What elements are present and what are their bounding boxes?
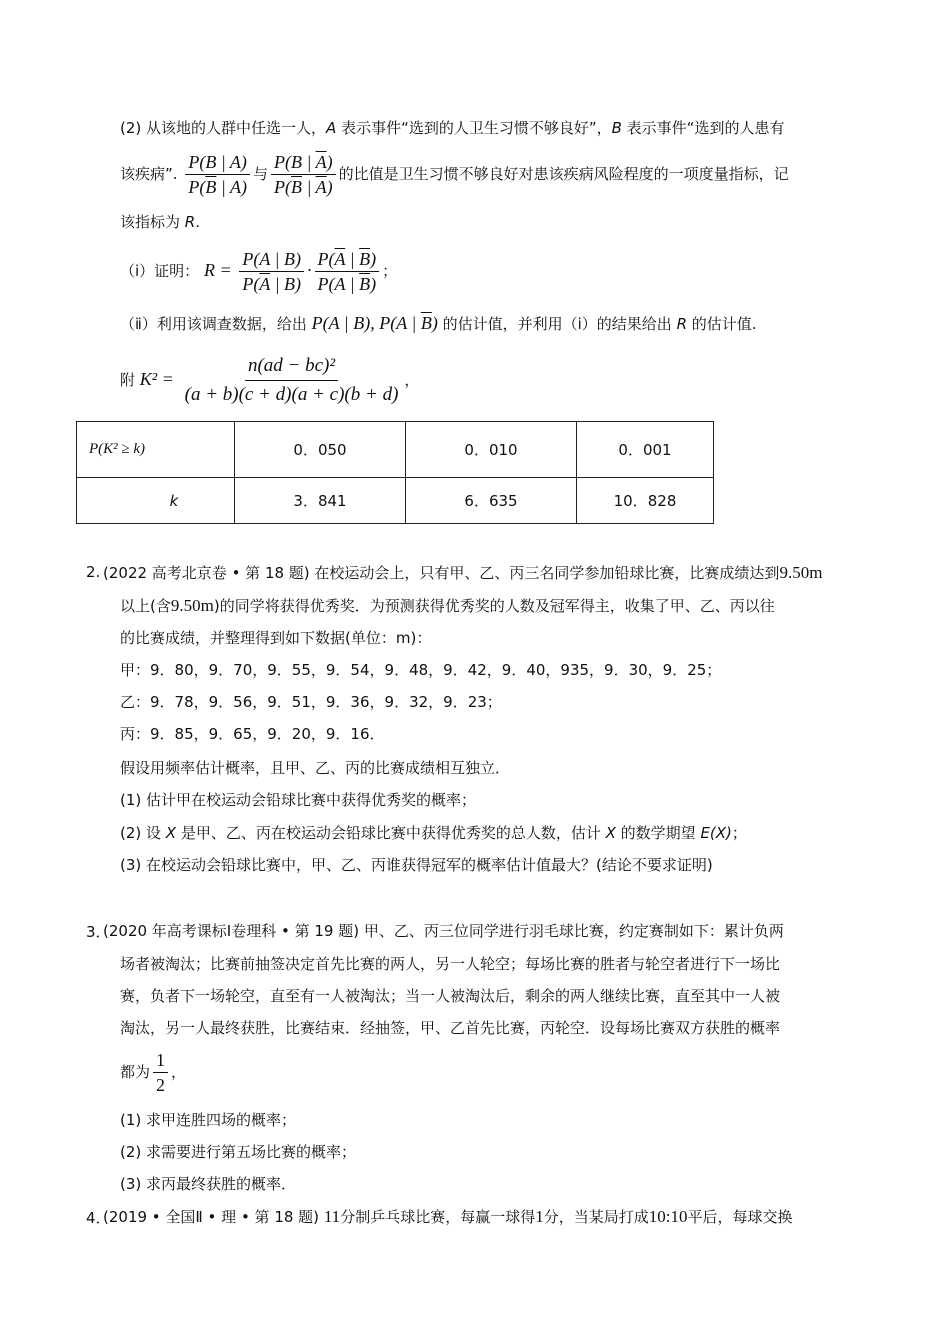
event-b: B bbox=[611, 119, 622, 137]
q2-line3: 的比赛成绩，并整理得到如下数据(单位：m)： bbox=[120, 629, 432, 647]
question-number: 3． bbox=[86, 923, 111, 941]
q1-part-ii: （ⅱ）利用该调查数据，给出 P(A | B), P(A | $\overline{B}$) 的估计值，并利用（ⅰ）的结果给出 R 的估计值. bbox=[120, 313, 757, 333]
q2-part3: (3) 在校运动会铅球比赛中，甲、乙、丙谁获得冠军的概率估计值最大？(结论不要求证明) bbox=[120, 856, 713, 874]
q3-line5: 都为 $\frac{1}{2}$ ， bbox=[120, 1050, 187, 1095]
q3-part1: (1) 求甲连胜四场的概率； bbox=[120, 1111, 297, 1129]
table-cell: 0．001 bbox=[577, 422, 714, 478]
proof-fraction-1: $\frac{P(A | B)}{P(\overline{A} | B)}$ bbox=[239, 248, 304, 295]
table-cell: 6．635 bbox=[406, 478, 577, 524]
table-cell: 3．841 bbox=[235, 478, 406, 524]
q2-line1: (2022 高考北京卷 • 第 18 题) 在校运动会上，只有甲、乙、丙三名同学参加铅球比赛，比赛成绩达到9.50m bbox=[103, 563, 823, 582]
q1-part2-line2: 该疾病”. $\frac{P(B | A)}{P(\overline{B} | A)}$ 与 $\frac{P(B | \overline{A})}{P(\overline{B} | \overline{A})}$ 的比值是卫生习惯不够良好对患该疾病风险程度的一项度量指标，记 bbox=[120, 152, 789, 197]
k-critical-table bbox=[76, 421, 714, 524]
q2-assumption: 假设用频率估计概率，且甲、乙、丙的比赛成绩相互独立． bbox=[120, 759, 511, 777]
table-cell: 10．828 bbox=[577, 478, 714, 524]
question-number: 2. bbox=[86, 563, 101, 581]
q3-line1: (2020 年高考课标Ⅰ卷理科 • 第 19 题) 甲、乙、丙三位同学进行羽毛球比赛，约定赛制如下：累计负两 bbox=[103, 922, 784, 940]
q1-part-i: （ⅰ）证明： R = $\frac{P(A | B)}{P(\overline{A} | B)}$ · $\frac{P(\overline{A} | \overline{B})}{P(A | \overline{B})}$ ； bbox=[120, 249, 398, 294]
table-row bbox=[77, 478, 714, 524]
appendix-formula: 附 K² = $\frac{\text{n(ad − bc)²}}{(a + b)(c + d)(a + c)(b + d)}$ ， bbox=[120, 350, 419, 409]
k-squared-fraction: $\frac{\text{n(ad − bc)²}}{(a + b)(c + d)(a + c)(b + d)}$ bbox=[184, 355, 399, 405]
proof-fraction-2: $\frac{P(\overline{A} | \overline{B})}{P(A | \overline{B})}$ bbox=[315, 248, 380, 295]
half-fraction: $\frac{1}{2}$ bbox=[153, 1049, 168, 1096]
q1-part2-line3: 该指标为 R. bbox=[120, 213, 200, 231]
q3-part2: (2) 求需要进行第五场比赛的概率； bbox=[120, 1143, 357, 1161]
q2-line2: 以上(含9.50m)的同学将获得优秀奖．为预测获得优秀奖的人数及冠军得主，收集了甲、乙、丙以往 bbox=[120, 596, 775, 615]
q3-part3: (3) 求丙最终获胜的概率． bbox=[120, 1175, 297, 1193]
q2-data-yi: 乙：9．78，9．56，9．51，9．36，9．32，9．23； bbox=[120, 693, 502, 711]
event-a: A bbox=[326, 119, 337, 137]
q3-line2: 场者被淘汰；比赛前抽签决定首先比赛的两人，另一人轮空；每场比赛的胜者与轮空者进行下一场比 bbox=[120, 955, 781, 973]
table-header-cell: k bbox=[77, 478, 235, 524]
table-cell: 0．050 bbox=[235, 422, 406, 478]
ratio-fraction-2: $\frac{P(B | \overline{A})}{P(\overline{B} | \overline{A})}$ bbox=[271, 151, 336, 198]
table-header-cell: P(K² ≥ k) bbox=[77, 422, 235, 478]
q2-data-jia: 甲：9．80，9．70，9．55，9．54，9．48，9．42，9．40，935，9．30，9．25； bbox=[120, 661, 722, 679]
q2-part1: (1) 估计甲在校运动会铅球比赛中获得优秀奖的概率； bbox=[120, 791, 477, 809]
question-number: 4． bbox=[86, 1209, 111, 1227]
table-row bbox=[77, 422, 714, 478]
ratio-fraction-1: $\frac{P(B | A)}{P(\overline{B} | A)}$ bbox=[185, 151, 250, 198]
q3-line4: 淘汰，另一人最终获胜，比赛结束．经抽签，甲、乙首先比赛，丙轮空．设每场比赛双方获胜的概率 bbox=[120, 1019, 781, 1037]
q3-line3: 赛，负者下一场轮空，直至有一人被淘汰；当一人被淘汰后，剩余的两人继续比赛，直至其中一人被 bbox=[120, 987, 781, 1005]
q1-part2-line1: (2) 从该地的人群中任选一人，A 表示事件“选到的人卫生习惯不够良好”，B 表示事件“选到的人患有 bbox=[120, 119, 785, 137]
q2-data-bing: 丙：9．85，9．65，9．20，9．16． bbox=[120, 725, 385, 743]
q2-part2: (2) 设 X 是甲、乙、丙在校运动会铅球比赛中获得优秀奖的总人数，估计 X 的数学期望 E(X)； bbox=[120, 824, 747, 842]
table-cell: 0．010 bbox=[406, 422, 577, 478]
q4-line1: (2019 • 全国Ⅱ • 理 • 第 18 题) 11分制乒乓球比赛，每赢一球得1分，当某局打成10:10平后，每球交换 bbox=[103, 1207, 793, 1226]
